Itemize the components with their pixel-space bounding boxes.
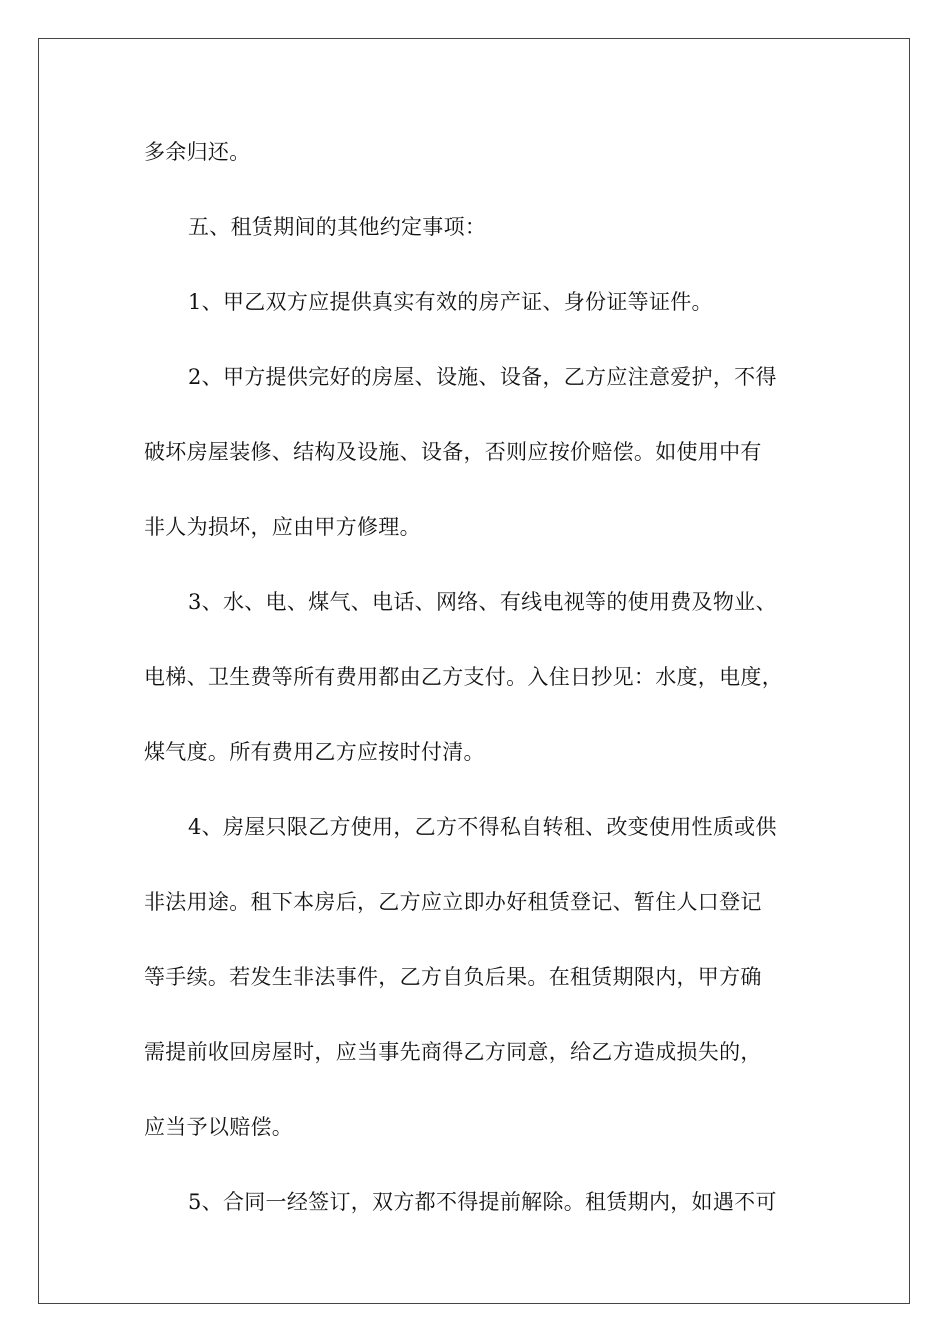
text-line: 多余归还。 xyxy=(144,140,251,164)
text-line: 非法用途。租下本房后，乙方应立即办好租赁登记、暂住人口登记 xyxy=(144,890,762,914)
text-line: 电梯、卫生费等所有费用都由乙方支付。入住日抄见：水度，电度， xyxy=(144,665,783,689)
text-line: 破坏房屋装修、结构及设施、设备，否则应按价赔偿。如使用中有 xyxy=(144,440,762,464)
text-line: 5、合同一经签订，双方都不得提前解除。租赁期内，如遇不可 xyxy=(188,1190,777,1214)
text-line: 非人为损坏，应由甲方修理。 xyxy=(144,515,421,539)
text-line: 煤气度。所有费用乙方应按时付清。 xyxy=(144,740,485,764)
section-heading: 五、租赁期间的其他约定事项： xyxy=(188,215,487,239)
text-line: 4、房屋只限乙方使用，乙方不得私自转租、改变使用性质或供 xyxy=(188,815,777,839)
text-line: 3、水、电、煤气、电话、网络、有线电视等的使用费及物业、 xyxy=(188,590,777,614)
text-line: 需提前收回房屋时，应当事先商得乙方同意，给乙方造成损失的， xyxy=(144,1040,762,1064)
text-line: 应当予以赔偿。 xyxy=(144,1115,294,1139)
text-line: 等手续。若发生非法事件，乙方自负后果。在租赁期限内，甲方确 xyxy=(144,965,762,989)
text-line: 1、甲乙双方应提供真实有效的房产证、身份证等证件。 xyxy=(188,290,713,314)
text-line: 2、甲方提供完好的房屋、设施、设备，乙方应注意爱护，不得 xyxy=(188,365,777,389)
